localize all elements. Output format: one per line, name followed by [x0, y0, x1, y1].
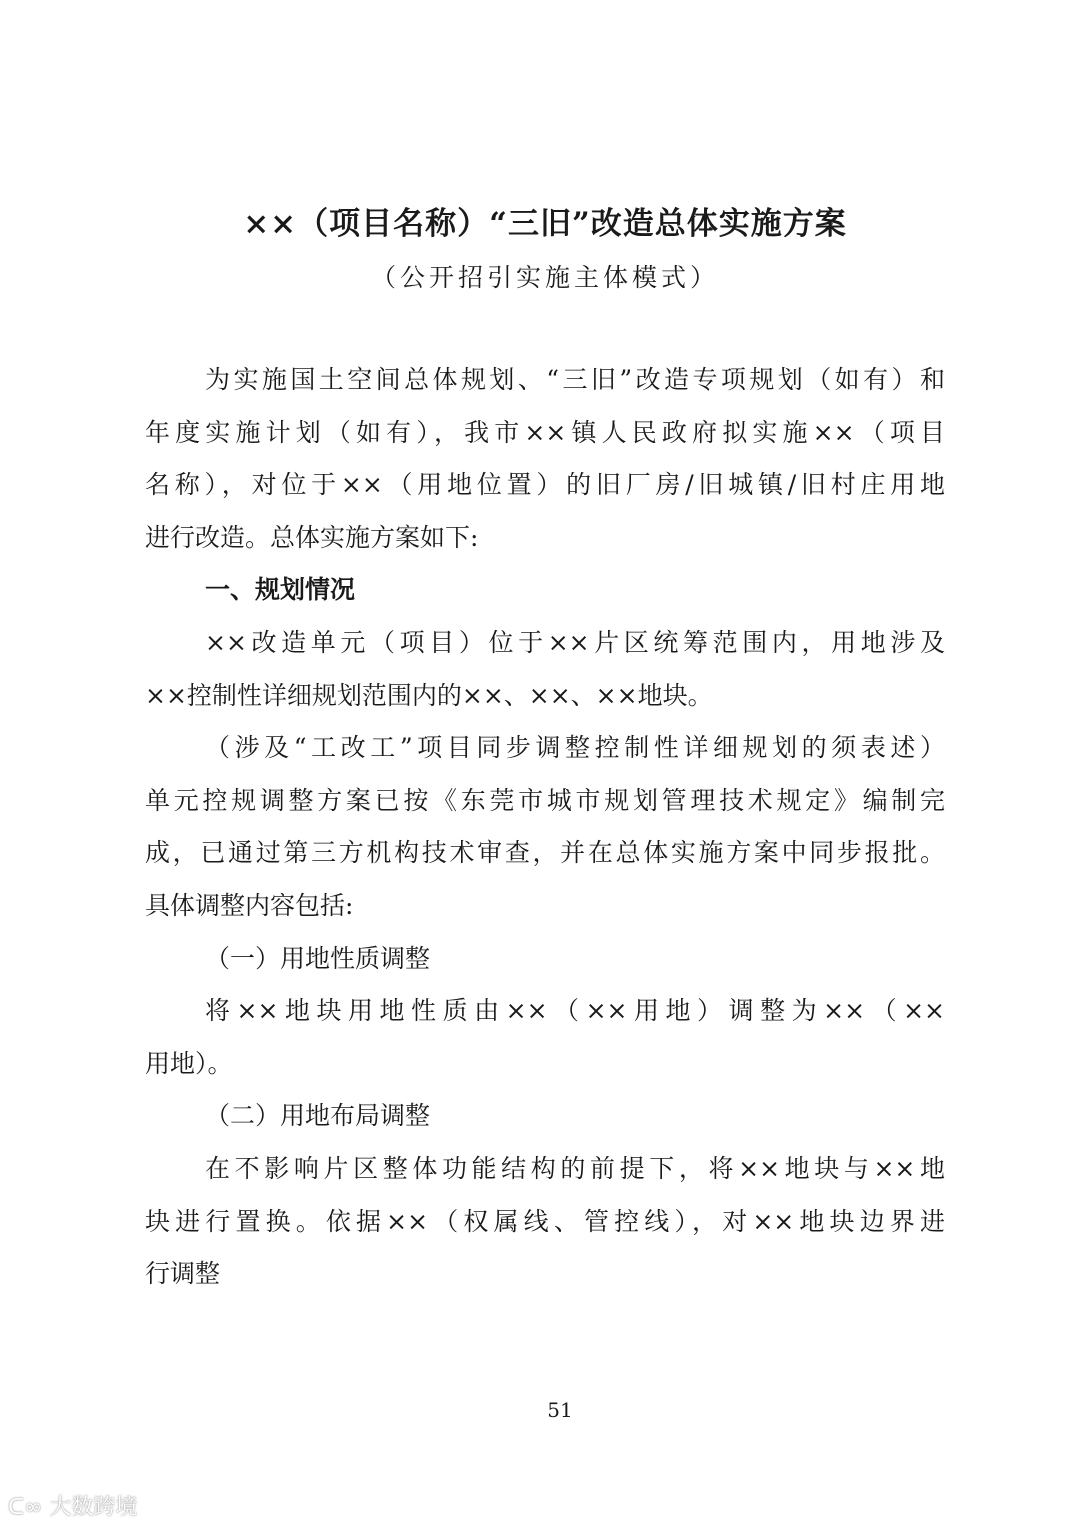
text-line: 具体调整内容包括: [145, 890, 354, 920]
page-number: 51 [547, 1398, 573, 1422]
text-line: 名称），对位于××（用地位置）的旧厂房/旧城镇/旧村庄用地 [145, 470, 945, 500]
text-line: 进行改造。总体实施方案如下: [145, 522, 479, 552]
text-line: （二）用地布局调整 [205, 1101, 431, 1131]
watermark-logo: ᑕ∞ 大数跨境 [8, 1495, 138, 1520]
document-body [145, 360, 945, 1307]
section-heading: 一、规划情况 [205, 575, 356, 605]
text-line: ××控制性详细规划范围内的××、××、××地块。 [145, 680, 713, 710]
text-line: 将××地块用地性质由××（××用地）调整为××（×× [205, 996, 945, 1026]
text-line: 在不影响片区整体功能结构的前提下，将××地块与××地 [205, 1153, 945, 1183]
text-line: 为实施国土空间总体规划、“三旧”改造专项规划（如有）和 [205, 365, 945, 394]
text-line: 单元控规调整方案已按《东莞市城市规划管理技术规定》编制完 [145, 785, 945, 815]
text-line: 块进行置换。依据××（权属线、管控线），对××地块边界进 [145, 1206, 945, 1236]
text-line: 年度实施计划（如有），我市××镇人民政府拟实施××（项目 [145, 417, 945, 447]
document-subtitle: （公开招引实施主体模式） [370, 263, 719, 292]
text-line: 成，已通过第三方机构技术审查，并在总体实施方案中同步报批。 [145, 838, 945, 868]
text-line: 用地）。 [145, 1048, 233, 1078]
text-line: ××改造单元（项目）位于××片区统筹范围内，用地涉及 [205, 627, 945, 657]
document-title: ××（项目名称）“三旧”改造总体实施方案 [243, 206, 847, 242]
text-line: （涉及“工改工”项目同步调整控制性详细规划的须表述） [205, 733, 945, 763]
text-line: （一）用地性质调整 [205, 943, 431, 973]
text-line: 行调整 [145, 1259, 221, 1289]
